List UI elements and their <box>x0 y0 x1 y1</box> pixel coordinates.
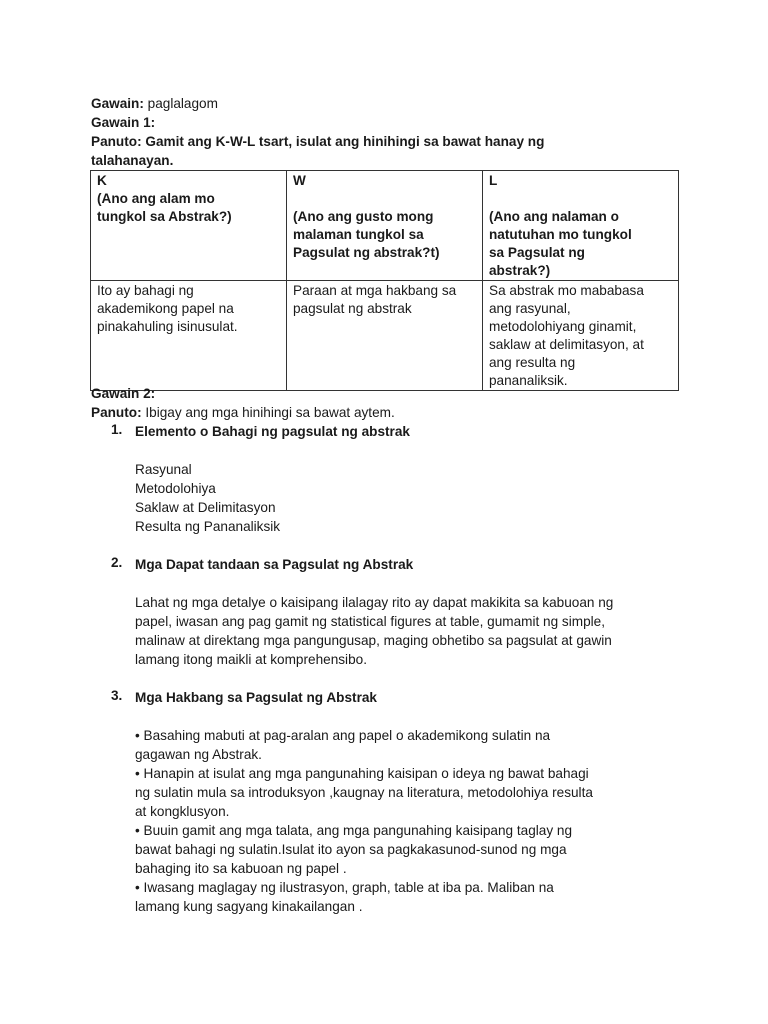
kwl-header-w <box>287 171 483 281</box>
kwl-header-k-text: K (Ano ang alam mo tungkol sa Abstrak?) <box>97 173 232 224</box>
gawain-line <box>91 94 691 113</box>
panuto1-line2-text: talahanayan. <box>91 153 174 168</box>
gawain2-panuto <box>91 403 691 422</box>
panuto1-line2 <box>91 151 691 170</box>
panuto1-line1 <box>91 132 691 151</box>
kwl-cell-l-text: Sa abstrak mo mababasa ang rasyunal, metodolohiyang ginamit, saklaw at delimitasyon, at ang resulta ng pananaliksik. <box>489 283 644 388</box>
gawain2-panuto-label: Panuto: <box>91 405 142 420</box>
item-title: Mga Hakbang sa Pagsulat ng Abstrak <box>135 690 377 705</box>
gawain2-panuto-text: Ibigay ang mga hinihingi sa bawat aytem. <box>141 405 395 420</box>
item-number: 3. <box>111 688 123 703</box>
item-body: • Basahing mabuti at pag-aralan ang papel o akademikong sulatin na gagawan ng Abstrak. • Hanapin at isulat ang mga pangunahing kaisipan o ideya ng bawat bahagi ng sulatin mula sa introduksyon ,kaugnay na literatura, metodolohiya resulta at kongklusyon. • Buuin gamit ang mga talata, ang mga pangunahing kaisipang taglay ng bawat bahagi ng sulatin.Isulat ito ayon sa pagkakasunod-sunod ng mga bahaging ito sa kabuoan ng papel . • Iwasang maglagay ng ilustrasyon, graph, table at iba pa. Maliban na lamang kung sagyang kinakailangan . <box>135 728 593 914</box>
item-body: Lahat ng mga detalye o kaisipang ilalagay rito ay dapat makikita sa kabuoan ng papel, iwasan ang pag gamit ng statistical figures at table, gumamit ng simple, malinaw at direktang mga pangungusap, maging obhetibo sa pagsulat at gawin lamang itong maikli at komprehensibo. <box>135 595 614 667</box>
list-item <box>91 422 691 555</box>
panuto1-line1-text: Panuto: Gamit ang K-W-L tsart, isulat ang hinihingi sa bawat hanay ng <box>91 134 545 149</box>
gawain-label: Gawain: <box>91 96 144 111</box>
list-item <box>91 688 691 916</box>
kwl-header-w-text: W (Ano ang gusto mong malaman tungkol sa Pagsulat ng abstrak?t) <box>293 173 440 260</box>
list-item <box>91 555 691 688</box>
gawain1-title <box>91 113 691 132</box>
item-title: Elemento o Bahagi ng pagsulat ng abstrak <box>135 424 410 439</box>
gawain2-section <box>91 384 691 916</box>
item-title: Mga Dapat tandaan sa Pagsulat ng Abstrak <box>135 557 414 572</box>
kwl-cell-w <box>287 281 483 391</box>
kwl-cell-k-text: Ito ay bahagi ng akademikong papel na pinakahuling isinusulat. <box>97 283 238 334</box>
item-number: 1. <box>111 422 123 437</box>
item-body: Rasyunal Metodolohiya Saklaw at Delimitasyon Resulta ng Pananaliksik <box>135 462 281 534</box>
kwl-cell-k <box>91 281 287 391</box>
kwl-header-l <box>483 171 679 281</box>
kwl-header-row <box>91 171 679 281</box>
kwl-body-row <box>91 281 679 391</box>
kwl-header-l-text: L (Ano ang nalaman o natutuhan mo tungkol sa Pagsulat ng abstrak?) <box>489 173 632 278</box>
gawain1-title-text: Gawain 1: <box>91 115 156 130</box>
gawain2-title-text: Gawain 2: <box>91 386 156 401</box>
gawain-value: paglalagom <box>143 96 218 111</box>
gawain2-title <box>91 384 691 403</box>
kwl-header-k <box>91 171 287 281</box>
kwl-table <box>90 170 679 391</box>
item-list <box>91 422 691 916</box>
kwl-cell-w-text: Paraan at mga hakbang sa pagsulat ng abstrak <box>293 283 457 316</box>
item-number: 2. <box>111 555 123 570</box>
kwl-cell-l <box>483 281 679 391</box>
document-header <box>91 94 691 170</box>
